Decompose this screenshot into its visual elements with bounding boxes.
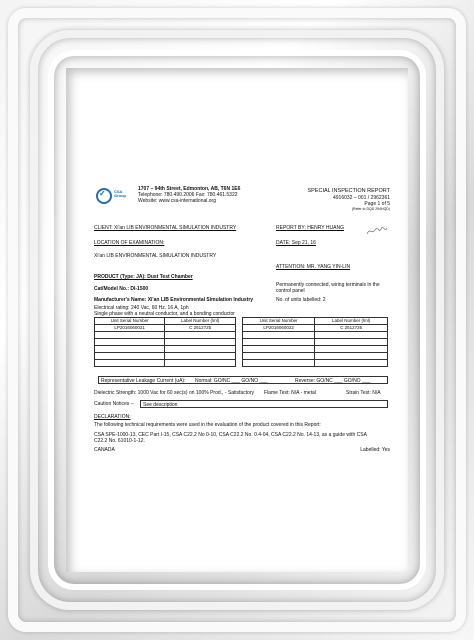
- labelled-status: Labelled: Yes: [360, 447, 390, 453]
- connection-line-2: control panel: [276, 288, 305, 294]
- phone: Telephone: 780.490.2006 Fax: 780.461.5322: [138, 192, 238, 198]
- declaration-intro: The following technical requirements were used in the evaluation of the product covered in this Report:: [94, 422, 321, 428]
- serial-table-right: Unit Serial Number Label Number (lml) LP2016060022 C 2512726: [242, 317, 388, 367]
- units-labelled: No. of units labelled: 2: [276, 297, 326, 303]
- standards-line-1: CSA SPE-1000-13, CEC Part I-15, CSA C22.2 No 0-10, CSA C22.2 No. 0.4-04, CSA C22.2 No. 14-13, as a guide with CSA: [94, 432, 367, 438]
- report-number: 4916032 – 001 / 2962361: [333, 195, 390, 201]
- report-title: SPECIAL INSPECTION REPORT: [307, 188, 390, 194]
- caution-box: See description: [140, 400, 388, 408]
- leakage-row: Representative Leakage Current (uA): Normal: GO/NC ___ GO/NO ___ Reverse: GO/NC ___ GO/NO ___: [98, 376, 388, 384]
- table-row: [243, 346, 388, 353]
- electrical-rating: Electrical rating: 240 Vac, 60 Hz, 16 A, 1ph: [94, 305, 189, 311]
- table-row: [243, 332, 388, 339]
- serial-table-left: Unit Serial Number Label Number (lml) LP2016060021 C 2512725: [94, 317, 236, 367]
- website: Website: www.csa-international.org: [138, 198, 216, 204]
- phase-line: Single phase with a neutral conductor, and a bonding conductor: [94, 311, 235, 317]
- table-row: [95, 339, 236, 346]
- dielectric-test: Dielectric Strength: 1000 Vac for 60 sec(s) on 100% Prod., - Satisfactory: [94, 390, 254, 396]
- table-row: LP2016060021 C 2512725: [95, 325, 236, 332]
- csa-logo: ✓ CSA Group: [94, 186, 124, 206]
- table-row: [243, 353, 388, 360]
- flame-test: Flame Test: N/A - metal: [264, 390, 316, 396]
- page-number: Page 1 of 5: [364, 201, 390, 207]
- refer-note: (Refer to DQD 294HQD): [351, 207, 390, 211]
- table-row: [95, 346, 236, 353]
- location-value: Xi'an LIB ENVIRONMENTAL SIMULATION INDUSTRY: [94, 253, 217, 259]
- connection-line-1: Permanently connected, wiring terminals in the: [276, 282, 380, 288]
- report-by: REPORT BY: HENRY HUANG: [276, 225, 344, 231]
- standards-line-2: C22.2 No. 61010-1-12.: [94, 438, 145, 444]
- strain-test: Strain Test: N/A: [346, 390, 381, 396]
- table-row: LP2016060022 C 2512726: [243, 325, 388, 332]
- table-row: [243, 339, 388, 346]
- country: CANADA: [94, 447, 115, 453]
- product-line: PRODUCT (Type: JA): Dust Test Chamber: [94, 274, 193, 280]
- location-label: LOCATION OF EXAMINATION:: [94, 240, 165, 246]
- declaration-heading: DECLARATION:: [94, 414, 131, 420]
- caution-label: Caution Notices –: [94, 401, 134, 407]
- manufacturer-line: Manufacturer's Name: Xi'an LIB Environmental Simulation Industry: [94, 297, 254, 303]
- table-row: [95, 332, 236, 339]
- client-line: CLIENT: Xi'an LIB ENVIRONMENTAL SIMULATION INDUSTRY: [94, 225, 237, 231]
- signature-icon: [366, 226, 388, 236]
- attention: ATTENTION: MR. YANG YIN-LIN: [276, 264, 351, 270]
- table-row: [95, 360, 236, 367]
- table-row: [243, 360, 388, 367]
- model-line: Cat/Model No.: DI-1500: [94, 286, 149, 292]
- inspection-report-document: [94, 186, 392, 462]
- report-date: DATE: Sep 21, 16: [276, 240, 316, 246]
- table-row: [95, 353, 236, 360]
- address: 1707 – 94th Street, Edmonton, AB, T6N 1E6: [138, 186, 241, 192]
